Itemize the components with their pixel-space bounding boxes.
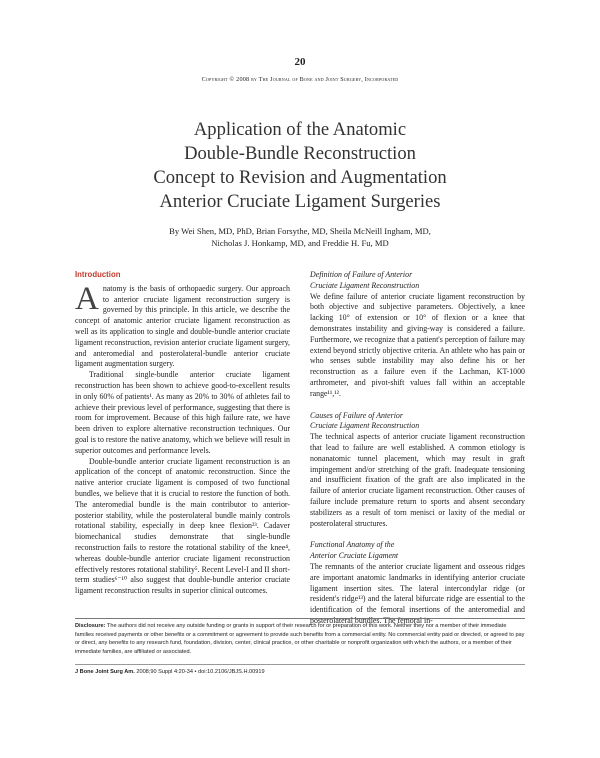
footer-divider [75, 664, 525, 665]
subheading-line: Cruciate Ligament Reconstruction [310, 421, 420, 431]
citation-volume: 2008;90 Suppl 4:20-34 [136, 669, 193, 675]
anatomy-paragraph: The remnants of the anterior cruciate ligament and osseous ridges are important anatomic landmarks in identifying anterior cruciate ligament insertion sites. The lateral intercondylar ridge (or resident's ridge¹³) and the lateral bifurcate ridge are essential to the identification of the femoral insertions of the anteromedial and posterolateral bundles. The femoral in- [310, 561, 525, 625]
definition-paragraph: We define failure of anterior cruciate ligament reconstruction by both objective and subjective parameters. Objectively, a knee lacking 10° of extension or 10° of flexion or a knee that demonstrates instability and giving-way is considered a failure. Furthermore, we recognize that a patient's perception of failure may extend beyond strictly objective criteria. An athlete who has pain or who senses subtle instability may also define his or her reconstruction as a failure even if the Lachman, KT-1000 arthrometer, and pivot-shift values fall within an acceptable range¹¹,¹². [310, 291, 525, 398]
disclosure-label: Disclosure: [75, 623, 106, 629]
subheading-causes-of-failure [310, 411, 525, 433]
title-line: Anterior Cruciate Ligament Surgeries [159, 191, 441, 212]
page-number: 20 [294, 56, 306, 68]
intro-paragraph-3: Double-bundle anterior cruciate ligament reconstruction is an application of the concept of anatomic reconstruction. Since the native anterior cruciate ligament is composed of two functional bundles, we believe that it is crucial to restore the function of both. The anteromedial bundle is the main contributor to anterior-posterior stability, while the posterolateral bundle mainly controls rotational stability, especially in deep knee flexion²³. Cadaver biomechanical studies demonstrate that single-bundle reconstruction fails to restore the rotational stability of the knee⁴, whereas double-bundle anterior cruciate ligament reconstruction effectively restores rotational stability⁵. Recent Level-I and II short-term studies⁶⁻¹⁰ also suggest that double-bundle anterior cruciate ligament reconstruction results in superior clinical outcomes. [75, 456, 290, 596]
authors-line: By Wei Shen, MD, PhD, Brian Forsythe, MD, Sheila McNeill Ingham, MD, [169, 226, 431, 236]
subheading-line: Functional Anatomy of the [310, 540, 395, 550]
title-line: Concept to Revision and Augmentation [153, 167, 447, 188]
citation-footer [75, 669, 525, 675]
subheading-functional-anatomy [310, 540, 525, 562]
copyright-line: Copyright © 2008 by The Journal of Bone and Joint Surgery, Incorporated [201, 76, 399, 83]
article-title [60, 118, 540, 214]
drop-cap: A [75, 280, 99, 317]
authors-line: Nicholas J. Honkamp, MD, and Freddie H. Fu, MD [211, 238, 389, 248]
disclosure-block [75, 622, 525, 656]
subheading-line: Anterior Cruciate Ligament [310, 551, 399, 561]
causes-paragraph: The technical aspects of anterior cruciate ligament reconstruction that lead to failure are well established. A common etiology is nonanatomic tunnel placement, which may result in graft impingement and/or stretching of the graft. Inadequate tensioning and insufficient fixation of the graft are also implicated in the failure of anterior cruciate ligament reconstruction. Other causes of failure include premature return to sports and absent secondary stabilizers as a result of torn menisci or laxity of the medial or posterolateral structures. [310, 432, 525, 528]
subheading-line: Causes of Failure of Anterior [310, 410, 403, 420]
subheading-definition-of-failure [310, 270, 525, 292]
doi-text: doi:10.2106/JBJS.H.00919 [198, 669, 265, 675]
intro-paragraph-1 [75, 280, 290, 370]
disclosure-divider [75, 618, 525, 619]
section-heading-introduction: Introduction [75, 270, 121, 279]
title-line: Double-Bundle Reconstruction [184, 143, 416, 164]
footer-bullet: • [194, 669, 197, 675]
left-column [75, 270, 290, 597]
author-list [100, 225, 500, 249]
intro-paragraph-2: Traditional single-bundle anterior cruciate ligament reconstruction has been shown to achieve good-to-excellent results in only 60% of patients¹. As many as 20% to 30% of athletes fail to achieve their previous level of performance, suggesting that there is room for improvement. Because of this high failure rate, we have been driven to explore alternative reconstruction techniques. Our goal is to restore the native anatomy, which we believe will result in superior outcomes and performance levels. [75, 370, 290, 455]
subheading-line: Cruciate Ligament Reconstruction [310, 280, 420, 290]
intro-paragraph-1-text: natomy is the basis of orthopaedic surgery. Our approach to anterior cruciate ligament reconstruction surgery is governed by this principle. In this article, we describe the concept of anatomic anterior cruciate ligament reconstruction as well as its application to single and double-bundle anterior cruciate ligament reconstruction, revision anterior cruciate ligament surgery, and anteromedial and posterolateral-bundle anterior cruciate ligament augmentation surgery. [75, 283, 290, 369]
subheading-line: Definition of Failure of Anterior [310, 270, 413, 279]
right-column [310, 270, 525, 627]
disclosure-text: The authors did not receive any outside funding or grants in support of their research for or preparation of this work. Neither they nor a member of their immediate families received payments or other benefits or a commitment or agreement to provide such benefits from a commercial entity. No commercial entity paid or directed, or agreed to pay or direct, any benefits to any research fund, foundation, division, center, clinical practice, or other charitable or nonprofit organization with which the authors, or a member of their immediate families, are affiliated or associated. [75, 623, 525, 655]
journal-name: J Bone Joint Surg Am. [75, 669, 135, 675]
title-line: Application of the Anatomic [193, 119, 407, 140]
